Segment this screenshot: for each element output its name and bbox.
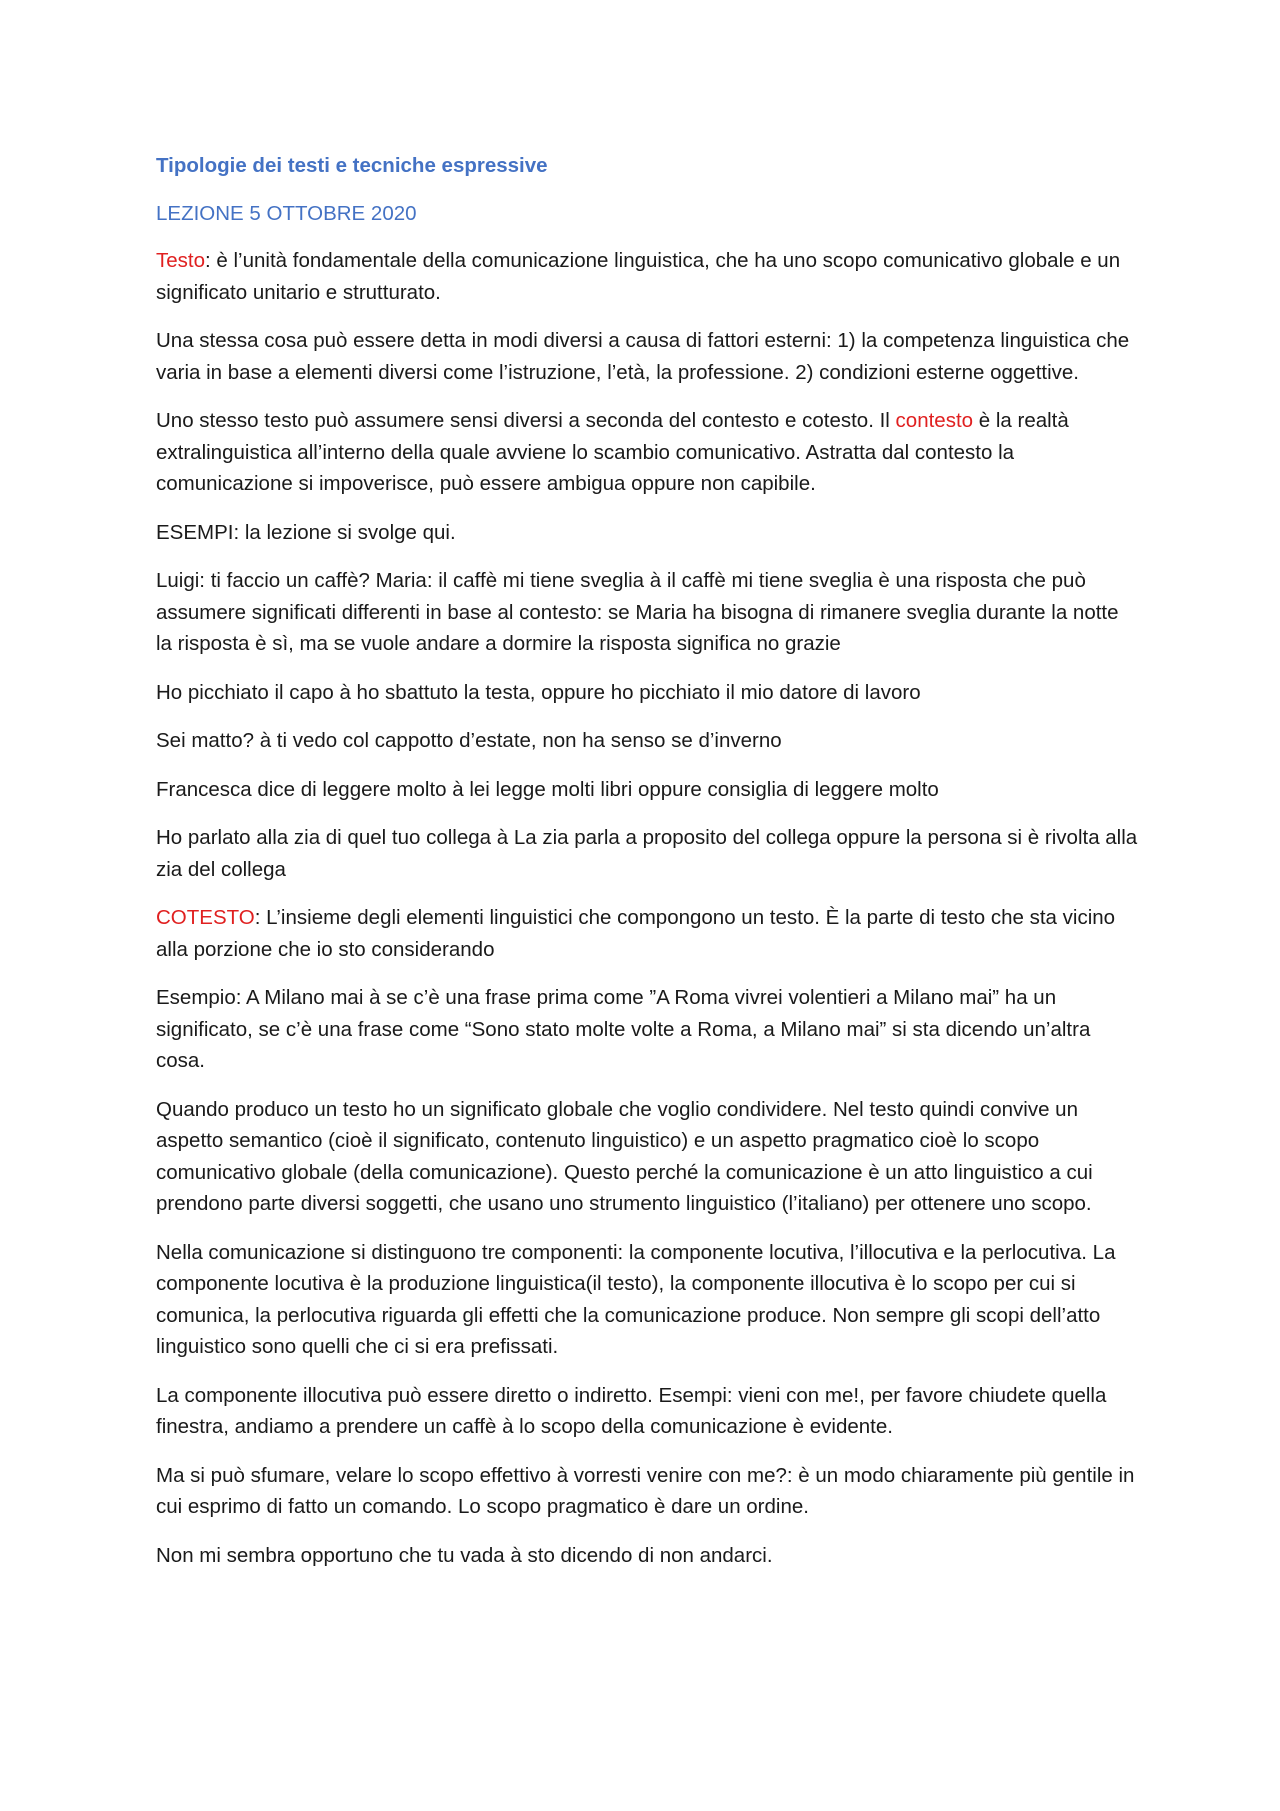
paragraph-example-zia: Ho parlato alla zia di quel tuo collega à La zia parla a proposito del collega oppure la persona si è rivolta alla zia del collega — [156, 826, 1138, 881]
paragraph-example-francesca: Francesca dice di leggere molto à lei legge molti libri oppure consiglia di leggere molto — [156, 777, 939, 801]
paragraph-sfumare: Ma si può sfumare, velare lo scopo effettivo à vorresti venire con me?: è un modo chiaramente più gentile in cui esprimo di fatto un comando. Lo scopo pragmatico è dare un ordine. — [156, 1463, 1135, 1518]
paragraph-text: Uno stesso testo può assumere sensi diversi a seconda del contesto e cotesto. Il — [156, 409, 896, 432]
paragraph-tre-componenti: Nella comunicazione si distinguono tre componenti: la componente locutiva, l’illocutiva e la perlocutiva. La componente locutiva è la produzione linguistica(il testo), la componente illocutiva è lo scopo per cui si comunica, la perlocutiva riguarda gli effetti che la comunicazione produce. Non sempre gli scopi dell’atto linguistico sono quelli che ci si era prefissati. — [156, 1240, 1116, 1358]
document-page — [156, 150, 1138, 1588]
paragraph-significato-globale: Quando produco un testo ho un significato globale che voglio condividere. Nel testo quindi convive un aspetto semantico (cioè il significato, contenuto linguistico) e un aspetto pragmatico cioè lo scopo comunicativo globale (della comunicazione). Questo perché la comunicazione è un atto linguistico a cui prendono parte diversi soggetti, che usano uno strumento linguistico (l’italiano) per ottenere uno scopo. — [156, 1097, 1093, 1215]
paragraph-text: : è l’unità fondamentale della comunicazione linguistica, che ha uno scopo comunicativo globale e un significato unitario e strutturato. — [156, 249, 1121, 304]
paragraph-example-matto: Sei matto? à ti vedo col cappotto d’estate, non ha senso se d’inverno — [156, 729, 782, 752]
paragraph-testo-definition — [156, 245, 1138, 308]
paragraph-text: : L’insieme degli elementi linguistici che compongono un testo. È la parte di testo che sta vicino alla porzione che io sto considerando — [156, 906, 1116, 961]
paragraph-illocutiva: La componente illocutiva può essere diretto o indiretto. Esempi: vieni con me!, per favore chiudete quella finestra, andiamo a prendere un caffè à lo scopo della comunicazione è evidente. — [156, 1383, 1107, 1438]
paragraph-example-milano: Esempio: A Milano mai à se c’è una frase prima come ”A Roma vivrei volentieri a Milano mai” ha un significato, se c’è una frase come “Sono stato molte volte a Roma, a Milano mai” si sta dicendo un’altra cosa. — [156, 986, 1091, 1072]
paragraph-esempi: ESEMPI: la lezione si svolge qui. — [156, 520, 456, 544]
term-testo: Testo — [156, 249, 205, 272]
paragraph-opportuno: Non mi sembra opportuno che tu vada à sto dicendo di non andarci. — [156, 1543, 773, 1567]
paragraph-fattori-esterni: Una stessa cosa può essere detta in modi diversi a causa di fattori esterni: 1) la competenza linguistica che varia in base a elementi diversi come l’istruzione, l’età, la professione. 2) condizioni esterne oggettive. — [156, 329, 1130, 384]
paragraph-text: è la realtà extralinguistica all’interno della quale avviene lo scambio comunicativo. Astratta dal contesto la comunicazione si impoverisce, può essere ambigua oppure non capibile. — [156, 409, 1069, 495]
document-title: Tipologie dei testi e tecniche espressive — [156, 154, 548, 177]
lesson-date: LEZIONE 5 OTTOBRE 2020 — [156, 202, 417, 225]
paragraph-contesto-definition — [156, 405, 1138, 500]
term-contesto: contesto — [895, 409, 974, 432]
paragraph-example-capo: Ho picchiato il capo à ho sbattuto la testa, oppure ho picchiato il mio datore di lavoro — [156, 680, 921, 704]
paragraph-example-caffe: Luigi: ti faccio un caffè? Maria: il caffè mi tiene sveglia à il caffè mi tiene sveglia è una risposta che può assumere significati differenti in base al contesto: se Maria ha bisogna di rimanere sveglia durante la notte la risposta è sì, ma se vuole andare a dormire la risposta significa no grazie — [156, 569, 1119, 655]
paragraph-cotesto-definition — [156, 902, 1138, 965]
term-cotesto: COTESTO — [156, 906, 255, 929]
